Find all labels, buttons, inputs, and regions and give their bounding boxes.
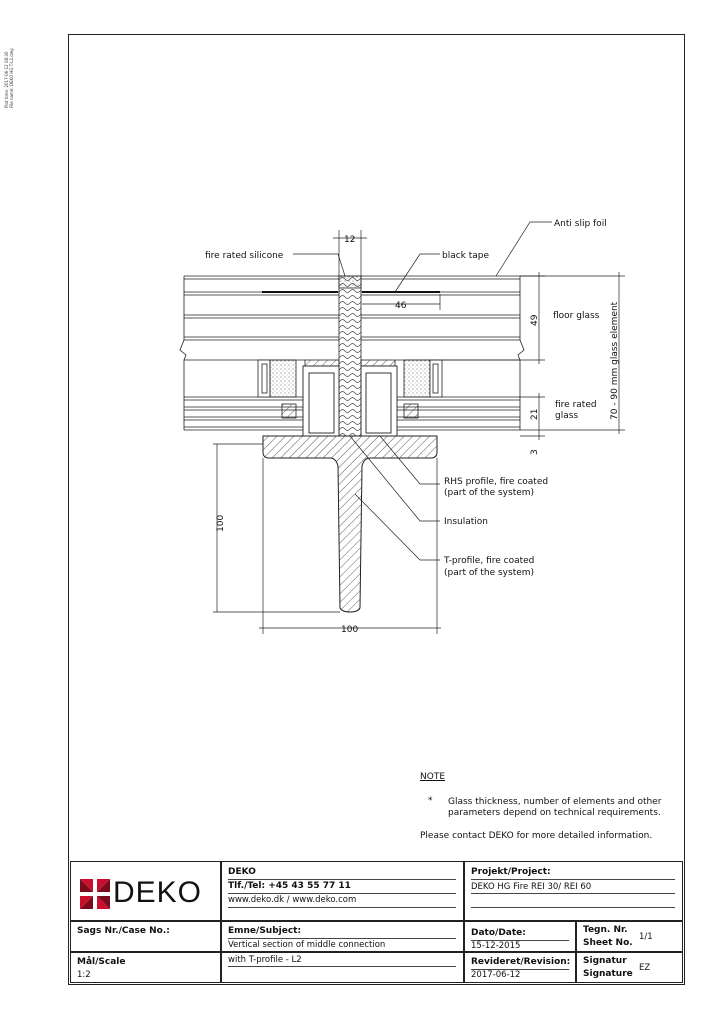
label-rhs-profile-2: (part of the system) — [444, 488, 535, 498]
sheet-value: 1/1 — [639, 932, 653, 942]
label-insulation: Insulation — [444, 517, 489, 527]
dim-height: 100 — [216, 514, 226, 532]
note-line-2: parameters depend on technical requirements. — [448, 808, 661, 818]
underline — [228, 893, 456, 894]
title-block — [70, 861, 683, 983]
plot-info-line: File name: DEKO HG T-L2.dwg — [9, 48, 14, 108]
dim-fire: 21 — [530, 408, 540, 420]
signature-label-2: Signature — [583, 969, 633, 979]
logo-cell — [70, 861, 221, 921]
note-star: * — [428, 796, 433, 806]
signature-label-1: Signatur — [583, 956, 627, 966]
subject-line-1: Vertical section of middle connection — [228, 940, 386, 950]
subject-cell — [221, 921, 464, 952]
company-name: DEKO — [228, 867, 256, 877]
underline — [471, 879, 675, 880]
deko-logo-text: DEKO — [113, 876, 203, 909]
project-cell — [464, 861, 683, 921]
subject-cell-2 — [221, 952, 464, 983]
revision-label: Revideret/Revision: — [471, 957, 571, 967]
dim-floor: 49 — [530, 314, 540, 326]
underline — [471, 893, 675, 894]
note-heading: NOTE — [420, 772, 446, 782]
label-fire-rated-silicone: fire rated silicone — [205, 251, 284, 261]
project-label: Projekt/Project: — [471, 867, 551, 877]
underline — [228, 907, 456, 908]
underline — [228, 938, 456, 939]
note-line-1: Glass thickness, number of elements and other — [448, 797, 662, 807]
label-fire-rated-glass-2: glass — [555, 411, 579, 421]
underline — [471, 907, 675, 908]
sheet-label-2: Sheet No. — [583, 938, 633, 948]
label-t-profile-1: T-profile, fire coated — [444, 556, 535, 566]
dim-element: 70 - 90 mm glass element — [610, 301, 620, 420]
silicone-cap — [339, 276, 361, 288]
scale-cell — [70, 952, 221, 983]
dim-width: 100 — [341, 625, 359, 635]
label-floor-glass: floor glass — [553, 311, 600, 321]
revision-value: 2017-06-12 — [471, 970, 521, 980]
label-black-tape: black tape — [442, 251, 490, 261]
deko-logo-icon — [80, 879, 110, 909]
underline — [228, 879, 456, 880]
note-contact: Please contact DEKO for more detailed information. — [420, 831, 653, 841]
label-fire-rated-glass-1: fire rated — [555, 400, 597, 410]
scale-value: 1:2 — [77, 970, 91, 980]
dim-gap: 12 — [344, 235, 356, 245]
case-cell — [70, 921, 221, 952]
label-anti-slip-foil: Anti slip foil — [554, 219, 607, 229]
underline — [228, 966, 456, 967]
plot-info-line: Plot time: 2017-06-12 08:30 — [4, 51, 9, 108]
scale-label: Mål/Scale — [77, 957, 126, 967]
signature-value: EZ — [639, 963, 651, 973]
sheet-cell — [576, 921, 683, 952]
revision-cell — [464, 952, 576, 983]
label-rhs-profile-1: RHS profile, fire coated — [444, 477, 549, 487]
company-web[interactable]: www.deko.dk / www.deko.com — [228, 895, 357, 905]
dimension-lines — [213, 230, 625, 634]
signature-cell — [576, 952, 683, 983]
sheet-label-1: Tegn. Nr. — [583, 925, 628, 935]
case-label: Sags Nr./Case No.: — [77, 926, 170, 936]
date-value: 15-12-2015 — [471, 941, 521, 951]
dim-tape: 46 — [395, 301, 407, 311]
label-t-profile-2: (part of the system) — [444, 568, 535, 578]
dim-bottom: 3 — [530, 449, 540, 455]
t-profile — [263, 436, 437, 612]
company-cell — [221, 861, 464, 921]
date-label: Dato/Date: — [471, 928, 526, 938]
company-tel: Tlf./Tel: +45 43 55 77 11 — [228, 881, 351, 891]
project-value: DEKO HG Fire REI 30/ REI 60 — [471, 882, 592, 892]
date-cell — [464, 921, 576, 952]
subject-label: Emne/Subject: — [228, 926, 302, 936]
subject-line-2: with T-profile - L2 — [228, 955, 302, 965]
fire-rated-silicone-joint — [339, 276, 361, 436]
